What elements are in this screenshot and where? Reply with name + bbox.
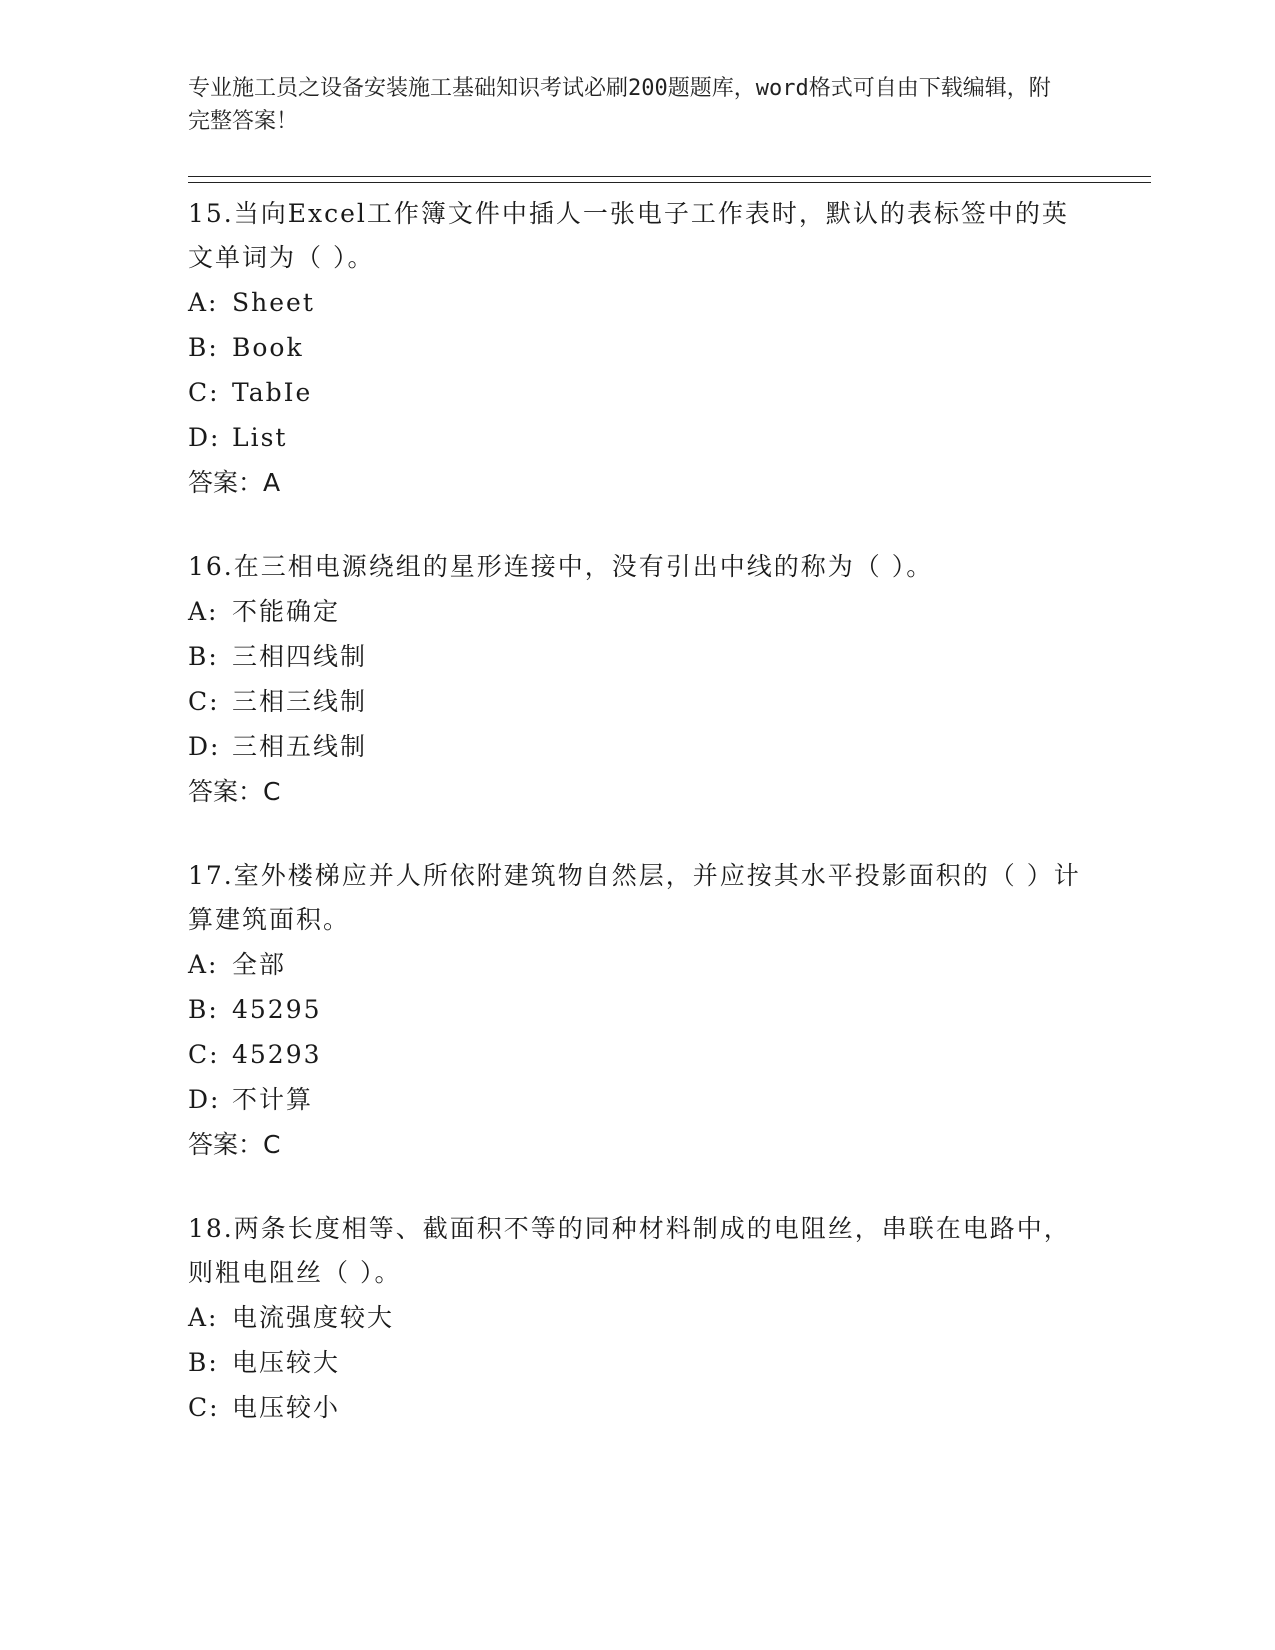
option-row [188,280,1088,325]
option-key: A: [188,950,219,979]
option-key: D: [188,423,221,452]
option-key: B: [188,995,219,1024]
question-list [188,188,1088,1466]
option-text: 全部 [232,950,287,979]
option-key: D: [188,732,221,761]
option-key: A: [188,597,219,626]
option-row [188,1295,1088,1340]
option-row [188,1032,1088,1077]
question-block [188,850,1088,1167]
question-block [188,188,1088,505]
option-row [188,724,1088,769]
option-text: 不能确定 [232,597,341,626]
option-row [188,679,1088,724]
option-text: 不计算 [232,1085,314,1114]
option-row [188,1077,1088,1122]
option-row [188,589,1088,634]
header-divider-bottom [188,182,1151,183]
answer-line: 答案：C [188,1130,281,1159]
option-text: 电压较小 [232,1393,341,1422]
option-key: C: [188,378,220,407]
option-key: A: [188,288,219,317]
option-text: 45293 [232,1040,322,1069]
question-block [188,1203,1088,1430]
option-text: 三相五线制 [232,732,368,761]
question-text: 17.室外楼梯应并人所依附建筑物自然层，并应按其水平投影面积的（ ）计算建筑面积。 [188,861,1081,934]
option-text: 三相三线制 [232,687,368,716]
answer-line: 答案：C [188,777,281,806]
option-key: C: [188,1040,220,1069]
header-divider-top [188,176,1151,177]
option-key: C: [188,687,220,716]
option-key: B: [188,333,219,362]
option-text: 45295 [232,995,322,1024]
option-text: List [232,423,288,452]
option-key: A: [188,1303,219,1332]
option-text: Sheet [232,288,315,317]
option-text: Book [232,333,304,362]
document-header: 专业施工员之设备安装施工基础知识考试必刷200题题库，word格式可自由下载编辑，附完整答案！ [188,76,1051,134]
option-row [188,325,1088,370]
option-row [188,1340,1088,1385]
option-text: 三相四线制 [232,642,368,671]
question-text: 15.当向Excel工作簿文件中插人一张电子工作表时，默认的表标签中的英文单词为（ ）。 [188,199,1069,272]
option-row [188,634,1088,679]
option-key: D: [188,1085,221,1114]
question-text: 18.两条长度相等、截面积不等的同种材料制成的电阻丝，串联在电路中，则粗电阻丝（ ）。 [188,1214,1071,1287]
option-text: 电压较大 [232,1348,341,1377]
option-key: B: [188,1348,219,1377]
answer-line: 答案：A [188,468,281,497]
question-block [188,541,1088,814]
option-row [188,370,1088,415]
option-row [188,415,1088,460]
option-text: TabIe [232,378,313,407]
option-key: B: [188,642,219,671]
question-text: 16.在三相电源绕组的星形连接中，没有引出中线的称为（ ）。 [188,552,934,581]
option-row [188,942,1088,987]
option-row [188,987,1088,1032]
option-key: C: [188,1393,220,1422]
option-row [188,1385,1088,1430]
option-text: 电流强度较大 [232,1303,395,1332]
